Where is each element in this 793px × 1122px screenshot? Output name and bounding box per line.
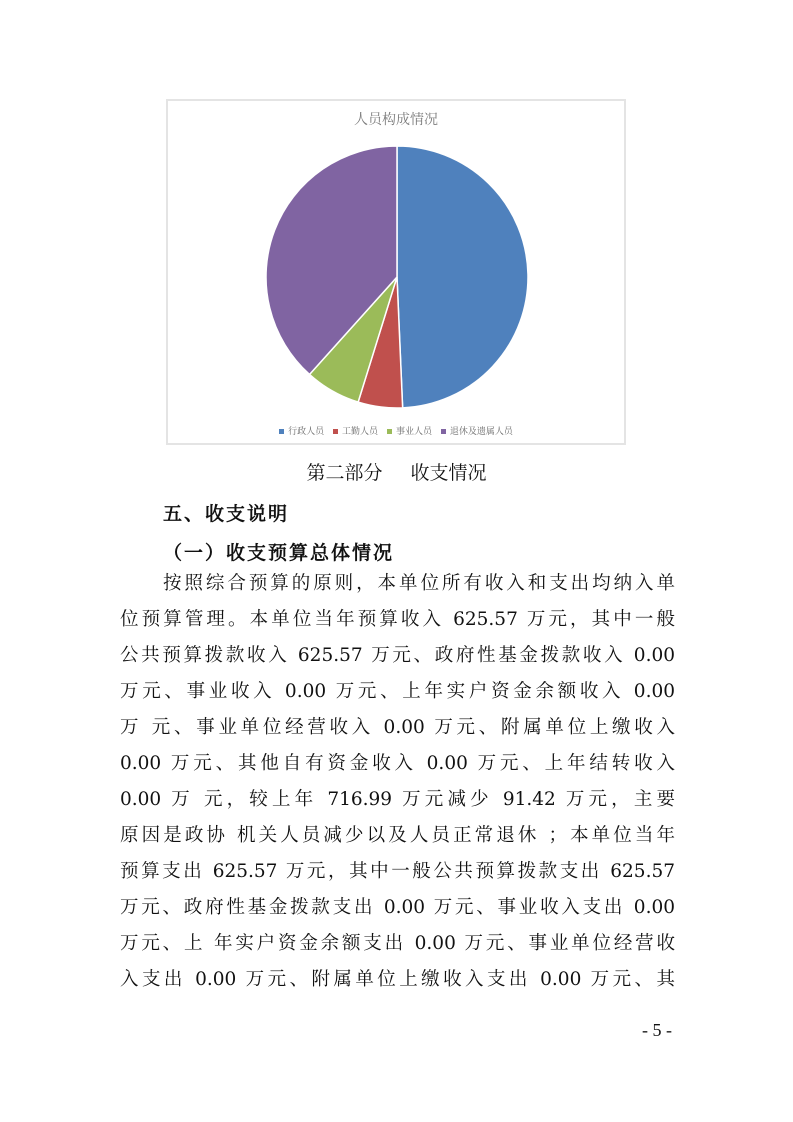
body-text-line: 万元、政府性基金拨款支出 0.00 万元、事业收入支出 0.00 — [120, 897, 675, 918]
legend-label: 事业人员 — [395, 427, 432, 437]
body-text-line: 0.00 万元、其他自有资金收入 0.00 万元、上年结转收入 — [120, 753, 675, 774]
section-heading: 五、收支说明 — [163, 503, 290, 525]
subsection-heading: （一）收支预算总体情况 — [163, 542, 395, 564]
chart-legend — [168, 424, 624, 437]
part-title-number: 第二部分 — [306, 462, 383, 484]
legend-label: 行政人员 — [288, 427, 325, 437]
legend-item — [387, 424, 432, 437]
legend-swatch-icon — [387, 429, 392, 434]
legend-item — [441, 424, 513, 437]
legend-item — [279, 424, 324, 437]
legend-swatch-icon — [279, 429, 284, 434]
body-text-line: 0.00 万 元，较上年 716.99 万元减少 91.42 万元，主要 — [120, 789, 675, 810]
part-title-name: 收支情况 — [410, 462, 487, 484]
body-text-line: 原因是政协 机关人员减少以及人员正常退休 ；本单位当年 — [120, 825, 675, 846]
body-text-line: 万 元、事业单位经营收入 0.00 万元、附属单位上缴收入 — [120, 717, 675, 738]
body-text-line: 按照综合预算的原则，本单位所有收入和支出均纳入单 — [163, 573, 675, 594]
page-number: - 5 - — [642, 1020, 672, 1040]
chart-title: 人员构成情况 — [354, 112, 438, 128]
body-text-line: 万元、上 年实户资金余额支出 0.00 万元、事业单位经营收 — [120, 933, 675, 954]
legend-item — [333, 424, 378, 437]
body-text-line: 万元、事业收入 0.00 万元、上年实户资金余额收入 0.00 — [120, 681, 675, 702]
part-title — [0, 458, 793, 485]
body-text-line: 位预算管理。本单位当年预算收入 625.57 万元，其中一般 — [120, 609, 675, 630]
body-text-line: 预算支出 625.57 万元，其中一般公共预算拨款支出 625.57 — [120, 861, 675, 882]
legend-swatch-icon — [333, 429, 338, 434]
legend-label: 退休及遗属人员 — [449, 427, 513, 437]
legend-label: 工勤人员 — [342, 427, 379, 437]
legend-swatch-icon — [441, 429, 446, 434]
pie-chart — [166, 99, 626, 445]
pie-chart-plot — [168, 101, 624, 443]
body-text-line: 公共预算拨款收入 625.57 万元、政府性基金拨款收入 0.00 — [120, 645, 675, 666]
body-text-line: 入支出 0.00 万元、附属单位上缴收入支出 0.00 万元、其 — [120, 969, 675, 990]
pie-slice-administrative — [397, 146, 528, 408]
